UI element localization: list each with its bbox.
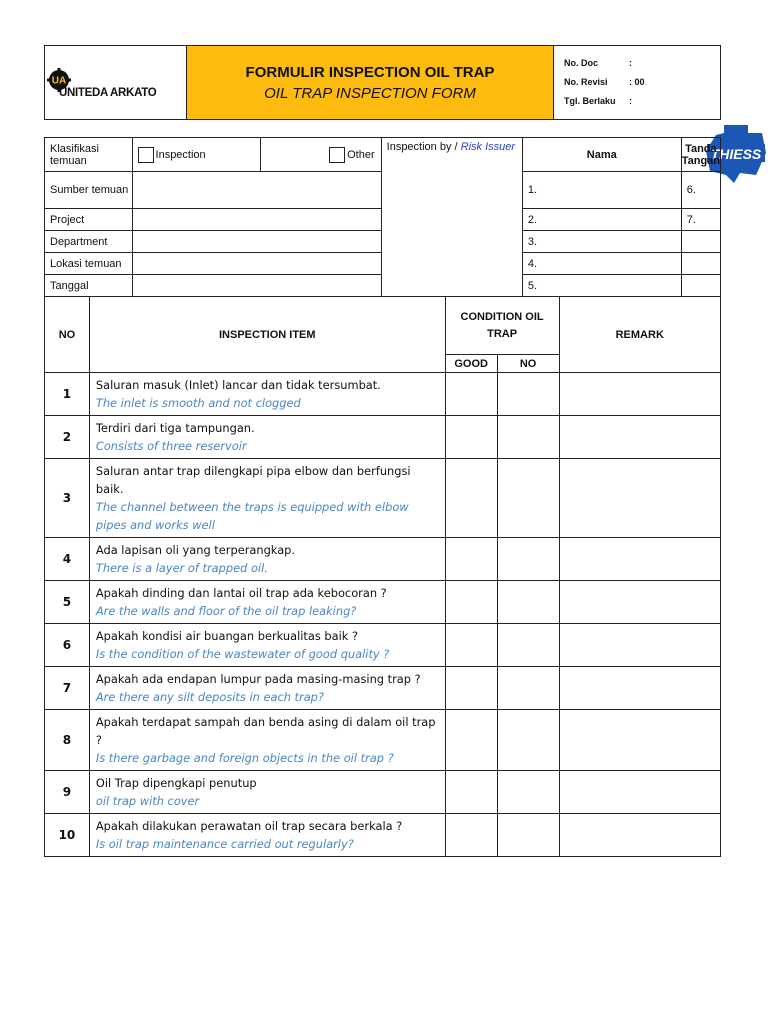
company-logo-cell: [45, 46, 187, 120]
option-other[interactable]: [261, 138, 382, 172]
lokasi-temuan-field[interactable]: [132, 253, 381, 275]
info-table: [44, 137, 721, 297]
item-text-id: Apakah dinding dan lantai oil trap ada kebocoran ?: [95, 586, 387, 600]
form-header: [44, 45, 721, 120]
inspection-by-cell: [381, 138, 522, 297]
form-subtitle: OIL TRAP INSPECTION FORM: [264, 84, 476, 102]
item-text-id: Saluran antar trap dilengkapi pipa elbow dan berfungsi baik.: [95, 464, 411, 496]
inspection-item: [89, 814, 445, 857]
item-text-id: Apakah dilakukan perawatan oil trap secara berkala ?: [95, 819, 403, 833]
good-cell[interactable]: [445, 624, 497, 667]
item-text-id: Apakah terdapat sampah dan benda asing di dalam oil trap ?: [95, 715, 436, 747]
remark-cell[interactable]: [559, 373, 721, 416]
item-number: 6: [45, 624, 90, 667]
sumber-temuan-label: Sumber temuan: [45, 172, 133, 209]
item-text-id: Oil Trap dipengkapi penutup: [95, 776, 257, 790]
klasifikasi-label: Klasifikasi temuan: [45, 138, 133, 172]
remark-cell[interactable]: [559, 581, 721, 624]
table-row: [45, 416, 721, 459]
inspection-option-label: Inspection: [155, 148, 206, 161]
tanggal-field[interactable]: [132, 275, 381, 297]
good-cell[interactable]: [445, 710, 497, 771]
col-no-header: NO: [45, 297, 90, 373]
good-cell[interactable]: [445, 373, 497, 416]
ttd-field-6[interactable]: 6.: [681, 172, 720, 209]
table-row: [45, 771, 721, 814]
remark-cell[interactable]: [559, 710, 721, 771]
col-condition-header: CONDITION OIL TRAP: [445, 297, 559, 355]
ttd-field[interactable]: [681, 253, 720, 275]
meta-label: Tgl. Berlaku: [564, 96, 616, 106]
meta-label: No. Doc: [564, 58, 599, 68]
col-good-header: GOOD: [445, 355, 497, 373]
meta-label: No. Revisi: [564, 77, 608, 87]
remark-cell[interactable]: [559, 771, 721, 814]
no-cell[interactable]: [497, 581, 559, 624]
item-number: 2: [45, 416, 90, 459]
no-cell[interactable]: [497, 538, 559, 581]
tanggal-label: Tanggal: [45, 275, 133, 297]
table-row: [45, 624, 721, 667]
inspection-item: [89, 771, 445, 814]
table-row: [45, 814, 721, 857]
sumber-temuan-field[interactable]: [132, 172, 381, 209]
inspection-table: [44, 296, 721, 857]
item-number: 3: [45, 459, 90, 538]
tanda-tangan-header: Tanda Tangan: [681, 138, 720, 172]
meta-value: : 00: [629, 77, 645, 87]
no-cell[interactable]: [497, 667, 559, 710]
department-label: Department: [45, 231, 133, 253]
item-number: 9: [45, 771, 90, 814]
inspection-checkbox[interactable]: [138, 147, 154, 163]
no-cell[interactable]: [497, 373, 559, 416]
remark-cell[interactable]: [559, 814, 721, 857]
inspection-item: [89, 459, 445, 538]
table-row: [45, 581, 721, 624]
item-text-en: Is oil trap maintenance carried out regularly?: [95, 837, 354, 851]
project-field[interactable]: [132, 209, 381, 231]
item-number: 4: [45, 538, 90, 581]
meta-value: :: [629, 96, 632, 106]
nama-field-1[interactable]: 1.: [522, 172, 681, 209]
inspection-item: [89, 710, 445, 771]
no-cell[interactable]: [497, 416, 559, 459]
table-row: [45, 459, 721, 538]
remark-cell[interactable]: [559, 538, 721, 581]
svg-text:UA: UA: [51, 75, 67, 87]
good-cell[interactable]: [445, 667, 497, 710]
col-no2-header: NO: [497, 355, 559, 373]
nama-field-2[interactable]: 2.: [522, 209, 681, 231]
other-option-label: Other: [347, 148, 375, 161]
table-row: [45, 538, 721, 581]
col-item-header: INSPECTION ITEM: [89, 297, 445, 373]
inspection-item: [89, 538, 445, 581]
table-row: [45, 373, 721, 416]
good-cell[interactable]: [445, 814, 497, 857]
item-number: 1: [45, 373, 90, 416]
no-cell[interactable]: [497, 459, 559, 538]
svg-text:THIESS: THIESS: [710, 146, 762, 162]
good-cell[interactable]: [445, 581, 497, 624]
no-cell[interactable]: [497, 814, 559, 857]
form-title: FORMULIR INSPECTION OIL TRAP: [245, 63, 495, 81]
item-text-en: Are there any silt deposits in each trap?: [95, 690, 324, 704]
document-meta: [554, 46, 721, 120]
item-text-id: Saluran masuk (Inlet) lancar dan tidak tersumbat.: [95, 378, 381, 392]
ttd-field-7[interactable]: 7.: [681, 209, 720, 231]
inspection-item: [89, 624, 445, 667]
remark-cell[interactable]: [559, 459, 721, 538]
good-cell[interactable]: [445, 538, 497, 581]
item-text-en: The channel between the traps is equipped with elbow pipes and works well: [95, 500, 409, 532]
item-text-en: Is the condition of the wastewater of good quality ?: [95, 647, 390, 661]
remark-cell[interactable]: [559, 416, 721, 459]
nama-field-3[interactable]: 3.: [522, 231, 681, 253]
item-text-en: There is a layer of trapped oil.: [95, 561, 268, 575]
inspection-by-label: Inspection by /: [386, 141, 458, 153]
item-text-en: Consists of three reservoir: [95, 439, 247, 453]
remark-cell[interactable]: [559, 667, 721, 710]
table-row: [45, 667, 721, 710]
item-number: 8: [45, 710, 90, 771]
no-cell[interactable]: [497, 710, 559, 771]
no-cell[interactable]: [497, 624, 559, 667]
meta-value: :: [629, 58, 632, 68]
department-field[interactable]: [132, 231, 381, 253]
nama-field-5[interactable]: 5.: [522, 275, 681, 297]
ttd-field[interactable]: [681, 231, 720, 253]
item-text-id: Terdiri dari tiga tampungan.: [95, 421, 255, 435]
company-name: UNITEDA ARKATO: [59, 87, 157, 99]
project-label: Project: [45, 209, 133, 231]
item-text-id: Apakah ada endapan lumpur pada masing-masing trap ?: [95, 672, 421, 686]
good-cell[interactable]: [445, 459, 497, 538]
inspection-item: [89, 373, 445, 416]
item-number: 10: [45, 814, 90, 857]
inspection-item: [89, 416, 445, 459]
item-text-en: Are the walls and floor of the oil trap leaking?: [95, 604, 357, 618]
good-cell[interactable]: [445, 771, 497, 814]
item-number: 5: [45, 581, 90, 624]
inspection-item: [89, 667, 445, 710]
lokasi-temuan-label: Lokasi temuan: [45, 253, 133, 275]
remark-cell[interactable]: [559, 624, 721, 667]
good-cell[interactable]: [445, 416, 497, 459]
item-number: 7: [45, 667, 90, 710]
nama-header: Nama: [522, 138, 681, 172]
other-checkbox[interactable]: [329, 147, 345, 163]
inspection-item: [89, 581, 445, 624]
item-text-en: The inlet is smooth and not clogged: [95, 396, 301, 410]
risk-issuer-label: Risk Issuer: [460, 141, 516, 153]
item-text-en: oil trap with cover: [95, 794, 200, 808]
item-text-id: Ada lapisan oli yang terperangkap.: [95, 543, 296, 557]
option-inspection[interactable]: [132, 138, 261, 172]
no-cell[interactable]: [497, 771, 559, 814]
col-remark-header: REMARK: [559, 297, 721, 373]
item-text-id: Apakah kondisi air buangan berkualitas baik ?: [95, 629, 359, 643]
title-cell: [187, 46, 554, 120]
nama-field-4[interactable]: 4.: [522, 253, 681, 275]
ttd-field[interactable]: [681, 275, 720, 297]
table-row: [45, 710, 721, 771]
item-text-en: Is there garbage and foreign objects in the oil trap ?: [95, 751, 394, 765]
